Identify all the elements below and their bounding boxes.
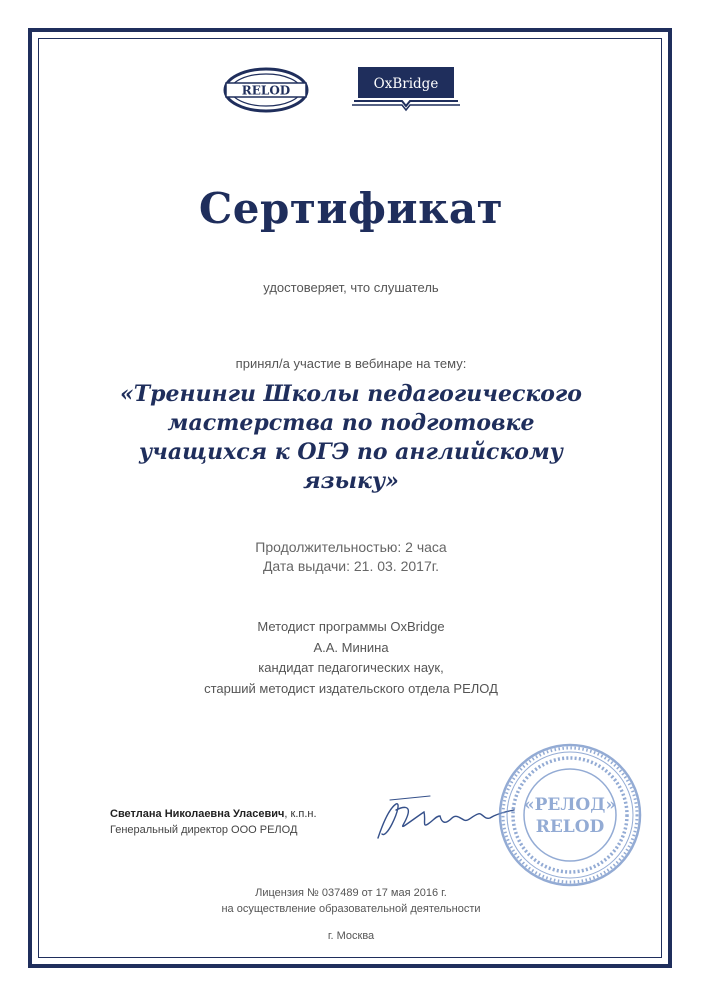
city: г. Москва	[327, 930, 375, 942]
director-name: Светлана Николаевна Уласевич	[110, 808, 285, 820]
participation-text: принял/а участие в вебинаре на тему:	[235, 356, 467, 371]
relod-logo-text: RELOD	[241, 83, 291, 98]
company-stamp	[495, 740, 645, 890]
certificate-title: Сертификат	[198, 184, 504, 233]
duration-text: Продолжительностью: 2 часа	[255, 539, 447, 555]
stamp-text-latin: RELOD	[535, 817, 605, 837]
stamp-text-cyrillic: «РЕЛОД»	[524, 795, 616, 815]
relod-logo	[222, 66, 310, 114]
methodist-program: Методист программы OxBridge	[257, 619, 445, 634]
oxbridge-logo-text: OxBridge	[373, 76, 439, 92]
methodist-degree: кандидат педагогических наук,	[258, 660, 444, 675]
director-degree: , к.п.н.	[284, 808, 317, 820]
director-name-line	[110, 808, 317, 820]
webinar-topic: «Тренинги Школы педагогического мастерства по подготовке учащихся к ОГЭ по английскому языку»	[120, 381, 582, 494]
license-number: Лицензия № 037489 от 17 мая 2016 г.	[255, 887, 447, 899]
methodist-position: старший методист издательского отдела РЕЛОД	[204, 681, 498, 696]
oxbridge-logo	[350, 65, 462, 113]
issue-date-text: Дата выдачи: 21. 03. 2017г.	[262, 558, 440, 574]
license-purpose: на осуществление образовательной деятельности	[221, 903, 481, 915]
certifies-text: удостоверяет, что слушатель	[263, 280, 439, 295]
director-role: Генеральный директор ООО РЕЛОД	[110, 824, 298, 836]
methodist-name: А.А. Минина	[313, 640, 389, 655]
